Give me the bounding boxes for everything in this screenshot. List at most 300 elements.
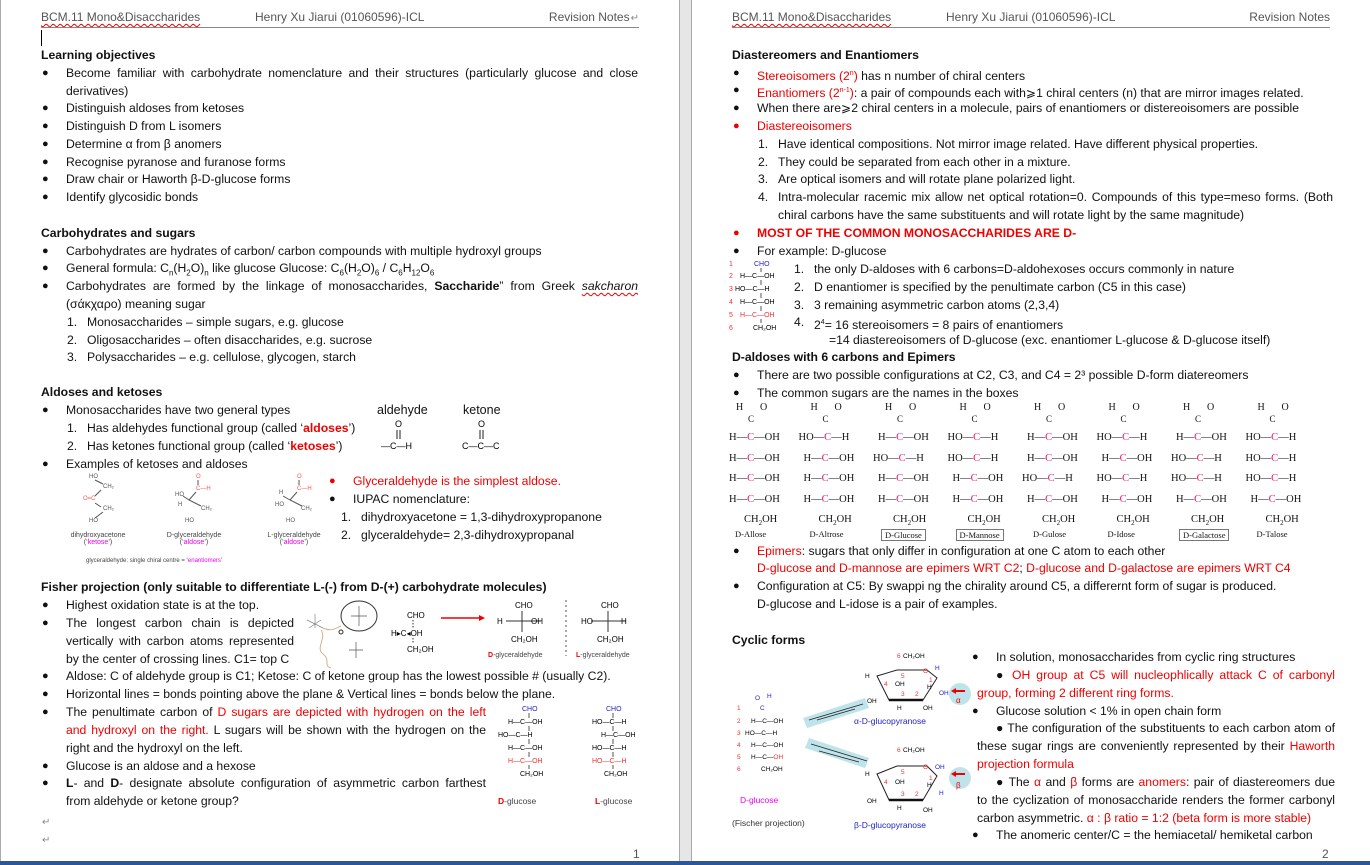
example-caption: D-glyceraldehyde (‘aldose’) [157,532,231,546]
text: : pair of diastereomers due to the cyclization of monosaccharide renders the former carbonyl carbon asymmetric. [977,775,1336,825]
svg-text:CH₂OH: CH₂OH [511,635,538,644]
stereocenter-row: HO—C—H [1245,432,1297,443]
svg-text:C—H: C—H [196,486,211,492]
stereocenter-row: H—C—OH [952,473,1004,484]
dia-bullet: ● For example: D-glucose [757,243,886,261]
svg-text:H—C—OH: H—C—OH [751,742,784,749]
svg-text:H—C—OH: H—C—OH [751,754,784,761]
svg-text:HO: HO [581,617,593,626]
svg-text:CH₂OH: CH₂OH [597,635,624,644]
dia-bullet: ● MOST OF THE COMMON MONOSACCHARIDES ARE D- [757,225,1076,243]
carbs-saccharide [66,278,638,314]
example-caption: L-glyceraldehyde (‘aldose’) [257,532,331,546]
beta-symbol: β [1070,775,1078,789]
aldoses6-bullet: ● The common sugars are the names in the boxes [757,385,1019,403]
d-glyceraldehyde-structure [175,474,213,524]
svg-text:H: H [927,684,932,691]
svg-text:HO—C—H: HO—C—H [745,730,778,737]
aldehyde-group: —C—H [381,441,412,451]
cross [351,606,367,626]
svg-text:H: H [939,790,944,797]
text: the only D-aldoses with 6 carbons=D-aldohexoses occurs commonly in nature [814,262,1235,276]
learning-item: ● Identify glycosidic bonds [66,189,198,207]
aldohexose-name: D-Galactose [1179,529,1229,541]
page-number: 2 [1322,847,1329,861]
svg-text:4: 4 [884,681,888,688]
stereocenter-row: H—C—OH [729,432,780,443]
l-glucose-caption: L-glucose [595,796,633,806]
svg-text:H—C—OH: H—C—OH [508,758,543,765]
text-red: D sugars are depicted with hydrogen on the left and hydroxyl on the right. [66,705,486,737]
svg-text:H: H [897,805,902,812]
aldohexose-structure: H O C HO—C—H HO—C—H HO—C—H H—C—OH $CH_2OH$ D-Talose [1245,402,1302,539]
svg-text:6: 6 [897,747,901,754]
section-title-aldoses6: D-aldoses with 6 carbons and Epimers [732,350,956,364]
stereocenter-row: HO—C—H [1096,473,1148,484]
text-bold: Saccharide [434,279,500,293]
cyclization-diagram [727,648,977,838]
aldohexose-structure: H O C H—C—OH H—C—OH HO—C—H H—C—OH $CH_2OH$ D-Gulose [1022,402,1078,539]
aldohexose-name: D-Mannose [956,529,1004,541]
svg-text:5: 5 [737,754,741,761]
aldohexose-name: D-Altrose [809,529,844,539]
cyclic-bullet: ● The configuration of the substituents to each carbon atom of these sugar rings are conveniently represented by their Haworth projection formula [977,721,1335,771]
svg-text:H: H [767,693,772,700]
text-red: OH group at C5 will nucleophlically attack C of carbonyl group, forming 2 different ring forms. [977,668,1335,700]
text-italic: sakcharon [581,279,639,293]
text: ” from Greek [499,279,582,293]
stereocenter-row: HO—C—H [1096,432,1148,443]
dia-list-item: 1. Have identical compositions. Not mirror image related. Have different physical properties. [758,137,1259,151]
functional-group-diagram [381,418,521,454]
header-type [549,10,639,24]
ketone-group: C—C—C [462,441,500,451]
aldoses-list-item: 1. Has aldehydes functional group (called ‘aldoses’) [67,421,356,435]
text: ’) [348,421,356,435]
svg-text:O=C: O=C [83,496,96,502]
svg-text:HO: HO [89,474,98,480]
svg-text:OH: OH [923,705,933,712]
ketone-label: ketone [463,403,501,417]
svg-text:H—C—OH: H—C—OH [740,273,775,280]
text-cursor[interactable] [41,30,42,46]
svg-text:3: 3 [901,691,905,698]
page-header [732,9,1330,28]
text-red: Enantiomers (2$^{n-1}$) [757,86,854,101]
stereocenter-row: HO—C—H [1245,473,1297,484]
dia-list-item: 4. Intra-molecular racemic mix allow net optical rotation=0. Compounds of this type=meso forms. (Both chiral carbons have the same substituents and will rotate light by the same magnitude) [758,190,1333,222]
window-bottom-bar [0,861,1370,865]
svg-text:2: 2 [915,791,919,798]
text: Has aldehydes functional group (called ‘ [87,421,304,435]
section-title-cyclic: Cyclic forms [732,633,806,647]
svg-text:OH: OH [867,798,877,805]
svg-text:HO: HO [175,492,184,498]
svg-text:H—C—OH: H—C—OH [508,745,543,752]
aldohexose-name: D-Idose [1107,529,1135,539]
cyclic-bullet: ● OH group at C5 will nucleophlically attack C of carbonyl group, forming 2 different ring forms. [977,668,1335,700]
svg-text:6: 6 [897,653,901,660]
paragraph-mark-icon: ↵ [42,817,51,828]
learning-item: ● Draw chair or Haworth β-D-glucose forms [66,171,290,189]
svg-text:CH₂: CH₂ [103,484,114,490]
svg-text:4: 4 [737,742,741,749]
svg-text:H—C—OH: H—C—OH [740,312,775,319]
svg-text:CH₂OH: CH₂OH [604,771,628,778]
svg-text:H: H [865,673,870,680]
text: Are optical isomers and will rotate plane polarized light. [778,172,1076,186]
svg-text:CH₂: CH₂ [103,506,114,512]
svg-text:3: 3 [729,286,733,293]
stereocenter-row: H—C—OH [878,493,929,505]
aldohexose-name: D-Talose [1256,529,1288,539]
svg-text:1: 1 [729,261,733,268]
header-type-text: Revision Notes [548,10,630,24]
text: (σάκχαρο) meaning sugar [66,296,206,311]
example-name: dihydroxyacetone [70,532,126,539]
text: : a pair of compounds each with⩾1 chiral centers (n) that are mirror images related. [853,86,1304,101]
text-red: aldoses [303,421,349,435]
svg-text:H—C—OH: H—C—OH [751,718,784,725]
svg-text:α: α [956,696,961,705]
header-author: Henry Xu Jiarui (01060596)-ICL [946,10,1116,24]
fisher-ch2oh: CH₂OH [407,645,434,654]
svg-text:6: 6 [737,766,741,773]
l-glyceraldehyde-caption: L-glyceraldehyde [576,652,630,659]
svg-text:CH₂OH: CH₂OH [903,653,925,660]
svg-text:CH₂: CH₂ [201,506,212,512]
svg-text:HO: HO [286,518,295,524]
svg-text:5: 5 [729,312,733,319]
ketone-o: O [478,419,486,429]
svg-text:OH: OH [867,698,877,705]
text: Polysaccharides – e.g. cellulose, glycogen, starch [87,350,356,364]
aldohexose-structure: H O C H—C—OH HO—C—H H—C—OH H—C—OH $CH_2OH$ D-Glucose [873,402,929,540]
aldohexose-structure: H O C HO—C—H H—C—OH H—C—OH H—C—OH $CH_2OH$ D-Altrose [798,402,855,539]
svg-text:H: H [935,665,940,672]
stereocenter-row: H—C—OH [1027,493,1078,505]
text: and [1041,775,1071,789]
text: Have identical compositions. Not mirror image related. Have different physical properties. [778,137,1259,151]
fisher-bullet: ● The longest carbon chain is depicted vertically with carbon atoms represented by the center of crossing lines. C1= top C [66,615,294,668]
beta-haworth-ring [865,747,971,814]
svg-text:CH₂OH: CH₂OH [761,766,783,773]
svg-text:H: H [621,617,627,626]
text-red: anomers [1138,775,1186,789]
text: The penultimate carbon of [66,705,218,719]
fisher-projection-diagram [301,598,646,670]
aldohexose-name: D-Gulose [1033,529,1067,539]
paragraph-mark-icon: ↵ [42,835,51,846]
section-title-diastereomers: Diastereomers and Enantiomers [732,48,919,62]
header-course: BCM.11 Mono&Disaccharides [732,10,892,24]
fisher-bullet: ● Highest oxidation state is at the top. [66,597,259,615]
dia-bullet: ● Diastereoisomers [757,118,852,136]
learning-item: ● Determine α from β anomers [66,136,222,154]
stereocenter-row: H—C—OH [1101,493,1153,505]
svg-text:CH₂OH: CH₂OH [520,771,544,778]
text: : sugars that only differ in configuration at one C atom to each other [801,544,1166,558]
svg-text:OH: OH [531,617,543,626]
example-type: aldose [183,539,205,546]
ketose-aldose-structures [61,470,331,530]
text: forms are [1077,775,1139,789]
section-title-fisher: Fisher projection (only suitable to differentiate L-(-) from D-(+) carbohydrate molecules) [41,580,547,594]
stereocenter-row: H—C—OH [1101,452,1153,464]
stereocenter-row: HO—C—H [1171,473,1222,484]
section-title-carbs: Carbohydrates and sugars [41,226,196,240]
svg-text:H: H [865,771,870,778]
svg-text:O: O [297,474,302,480]
text-red: α : β ratio = 1:2 (beta form is more stable) [1086,810,1312,825]
stereocenter-row: HO—C—H [798,432,850,443]
svg-text:C: C [760,705,765,712]
text: enantiomers [187,558,221,564]
example-name: D-glyceraldehyde [166,532,222,539]
svg-text:HO—C—H: HO—C—H [735,286,770,293]
document-page-2 [691,0,1370,861]
example-tail: =14 diastereoisomers of D-glucose (exc. enantiomer L-glucose & D-glucose itself) [829,333,1271,347]
dihydroxyacetone-structure [83,474,115,524]
svg-text:3: 3 [901,791,905,798]
document-page-1 [0,0,680,861]
text-red: Haworth projection formula [977,738,1335,771]
section-title-aldoses: Aldoses and ketoses [41,385,163,399]
header-course: BCM.11 Mono&Disaccharides [41,10,201,24]
stereocenter-row: H—C—OH [803,452,855,464]
stereocenter-row: H—C—OH [729,493,780,505]
dia-list-item: 2. They could be separated from each other in a mixture. [758,155,1071,169]
eye-line [320,626,341,668]
svg-text:H: H [897,705,902,712]
carbs-list-item: 3. Polysaccharides – e.g. cellulose, glycogen, starch [67,350,356,364]
aldohexose-grid [729,402,1332,542]
beta-glucopyranose-label: β-D-glucopyranose [854,820,926,830]
fisher-bullet [66,775,486,811]
svg-text:O: O [923,668,929,675]
alpha-glucopyranose-label: α-D-glucopyranose [854,716,927,726]
text: ’) [335,439,343,453]
aldehyde-o: O [395,419,403,429]
fisher-mid: H▸C◂OH [391,629,423,638]
stereocenter-row: H—C—OH [1250,493,1302,505]
cyclic-bullet: ● Glucose solution < 1% in open chain form [996,703,1221,721]
carbs-list-item: 2. Oligosaccharides – often disaccharides, e.g. sucrose [67,333,373,347]
svg-text:HO: HO [89,518,98,524]
svg-text:6: 6 [729,325,733,332]
text: Enantiomers (2 [757,86,840,101]
aldoses-bullet: ● Monosaccharides have two general types [66,402,290,420]
l-glucose-structure [592,706,636,778]
svg-text:HO: HO [275,502,284,508]
learning-item: ● Distinguish aldoses from ketoses [66,100,244,118]
svg-text:H—C—OH: H—C—OH [601,732,636,739]
stereocenter-row: H—C—OH [729,473,780,484]
aldohexose-structure: H O C HO—C—H HO—C—H H—C—OH H—C—OH $CH_2OH$ D-Mannose [947,402,1004,540]
d-gly-cho: CHO [515,601,533,610]
d-glucose-numbered [727,258,787,342]
d-glucose-label: D-glucose [740,795,779,805]
alpha-symbol: α [1034,775,1042,789]
fisher-bullet: ● Glucose is an aldose and a hexose [66,758,256,776]
carbs-formula: ● General formula: $C_n(H_2O)_n$ like glucose Glucose: $C_6(H_2O)_6 / C_6H_{12}O_6$ [66,260,434,282]
formula-text: like glucose Glucose: C [208,261,340,275]
d-glucose-caption: D-glucose [498,796,537,806]
text: Stereoisomers (2 [757,69,850,84]
carbs-list-item: 1. Monosaccharides – simple sugars, e.g. glucose [67,315,344,329]
text: D-glucose and D-mannose are epimers WRT C2 [757,561,1020,575]
svg-text:β: β [956,781,961,790]
formula-text: General formula: C [66,261,169,275]
equilibrium-arrow-beta [805,738,869,768]
text: glyceraldehyde: single chiral centre = ‘ [86,558,188,564]
example-caption: dihydroxyacetone (‘ketose’) [61,532,135,546]
aldohexose-structure: H O C H—C—OH H—C—OH H—C—OH H—C—OH $CH_2OH$ D-Allose [729,402,780,539]
stereocenter-row: HO—C—H [947,432,999,443]
text: has n number of chiral centers [857,69,1026,84]
svg-text:O: O [755,695,761,702]
example-list-item: 1. the only D-aldoses with 6 carbons=D-aldohexoses occurs commonly in nature [794,262,1235,276]
svg-text:OH: OH [895,681,905,688]
fisher-bullet: ● Aldose: C of aldehyde group is C1; Ketose: C of ketone group has the lowest possible # (usually C2). [66,668,611,686]
svg-text:HO—C—H: HO—C—H [592,745,627,752]
fisher-bullet: ● Horizontal lines = bonds pointing above the plane & Vertical lines = bonds below the plane. [66,686,555,704]
text: Intra-molecular racemic mix allow net optical rotation=0. Compounds of this type=meso forms. (Both chiral carbons have the same substituents and will rotate light by the same magnitude) [778,190,1333,222]
svg-text:CHO: CHO [522,706,538,713]
svg-text:H: H [279,490,284,496]
header-author: Henry Xu Jiarui (01060596)-ICL [255,10,425,24]
stereocenter-row: HO—C—H [873,452,924,464]
text: Has ketones functional group (called ‘ [87,439,291,453]
text: - and [73,776,111,790]
dia-list-item: 3. Are optical isomers and will rotate plane polarized light. [758,172,1076,186]
stereocenter-row: HO—C—H [1245,452,1297,464]
svg-text:HO: HO [185,518,194,524]
c5-bullet: ● Configuration at C5: By swappi ng the chirality around C5, a differernt form of sugar is produced. [757,578,1276,596]
stereocenter-row: H—C—OH [803,493,855,505]
svg-text:C—H: C—H [297,486,312,492]
text: D-glucose and D-galactose are epimers WRT C4 [1026,561,1291,575]
aldohexose-structure: H O C H—C—OH HO—C—H HO—C—H H—C—OH $CH_2OH$ D-Galactose [1179,402,1254,542]
stereocenter-row: HO—C—H [1171,452,1222,464]
svg-text:CHO: CHO [606,706,622,713]
svg-text:H: H [497,617,503,626]
stereocenter-row: H—C—OH [1027,432,1078,443]
text: Oligosaccharides – often disaccharides, e.g. sucrose [87,333,373,347]
stereocenter-row: H—C—OH [1176,432,1227,443]
stereocenter-row: H—C—OH [729,452,780,464]
section-title-learning: Learning objectives [41,48,156,62]
text: glyceraldehyde= 2,3-dihydroxypropanal [361,528,575,542]
stereocenter-row: HO—C—H [947,452,999,464]
example-list-item: 2. D enantiomer is specified by the penultimate carbon (C5 in this case) [794,280,1186,294]
svg-text:3: 3 [737,730,741,737]
learning-item: ● Distinguish D from L isomers [66,118,221,136]
text: dihydroxyacetone = 1,3-dihydroxypropanone [361,510,602,524]
svg-text:2: 2 [729,273,733,280]
c5-line2: D-glucose and L-idose is a pair of examples. [757,597,998,611]
example-list-item: 3. 3 remaining asymmetric carbon atoms (2,3,4) [794,298,1060,312]
aldoses-list-item: 2. Has ketones functional group (called ‘ketoses’) [67,439,343,453]
svg-text:OH: OH [935,764,945,771]
stereocenter-row: HO—C—H [1022,473,1073,484]
stereocenter-row: H—C—OH [1027,452,1078,464]
svg-text:5: 5 [901,769,905,776]
text: Carbohydrates are formed by the linkage of monosaccharides, [66,279,435,293]
header-type: Revision Notes [1249,10,1330,24]
svg-text:H—C—OH: H—C—OH [740,299,775,306]
page-header [41,9,639,28]
svg-text:HO—C—H: HO—C—H [592,758,627,765]
svg-text:O: O [196,474,201,480]
tetrahedral-carbon [307,614,323,628]
d-glucose-structure [498,706,543,778]
svg-text:2: 2 [737,718,741,725]
svg-text:2: 2 [915,691,919,698]
side-bullet: ● IUPAC nomenclature: [353,491,470,509]
fisher-cho: CHO [407,611,425,620]
epimer-bullet [757,543,1165,561]
aldohexose-name: D-Allose [735,529,767,539]
example-list-item: 4. $2^4= 16$ stereoisomers = 8 pairs of enantiomers [794,315,1064,333]
svg-text:HO—C—H: HO—C—H [498,732,533,739]
text: They could be separated from each other in a mixture. [778,155,1071,169]
svg-text:O: O [923,764,929,771]
svg-text:H: H [178,502,183,508]
d-glyceraldehyde-caption: D-glyceraldehyde [488,652,543,659]
aldoses6-bullet: ● There are two possible configurations at C2, C3, and C4 = 2³ possible D-form diatereomers [757,367,1248,385]
d-l-glucose-fischer [496,703,656,793]
aldohexose-name: D-Glucose [881,529,926,541]
stereocenter-row: H—C—OH [1176,493,1227,505]
cross-small [349,642,363,658]
carbs-bullet: ● Carbohydrates are hydrates of carbon/ carbon compounds with multiple hydroxyl groups [66,243,542,261]
text-bold: L [66,776,74,790]
epimer-examples: D-glucose and D-mannose are epimers WRT C2; D-glucose and D-galactose are epimers WRT C4 [757,561,1291,575]
svg-text:5: 5 [901,673,905,680]
svg-text:1: 1 [929,775,933,782]
svg-text:OH: OH [939,690,949,697]
svg-text:CH₂: CH₂ [301,506,312,512]
svg-text:4: 4 [884,779,888,786]
svg-text:CH₂OH: CH₂OH [903,747,925,754]
text: The configuration of the substituents to each carbon atom of these sugar rings are conveniently represented by their [977,721,1335,753]
text-red: Stereoisomers (2$^n$) [757,69,858,84]
text-red: ketoses [290,439,336,453]
thought-bubble-dot [339,630,343,634]
learning-item: ● Recognise pyranose and furanose forms [66,154,286,172]
svg-text:H—C—OH: H—C—OH [508,719,543,726]
text: L sugars will be shown with the hydrogen on the right and the hydroxyl on the left. [66,722,486,755]
chiral-note: glyceraldehyde: single chiral centre = ‘enantiomers’ [86,558,223,564]
side-bullet: ● Glyceraldehyde is the simplest aldose. [353,473,561,491]
svg-text:H: H [927,782,932,789]
text: D enantiomer is specified by the penultimate carbon (C5 in this case) [814,280,1186,294]
stereocenter-row: H—C—OH [878,473,929,484]
learning-item: ● Become familiar with carbohydrate nomenclature and their structures (particularly glucose and close derivatives) [66,65,638,101]
side-list-item: 2. glyceraldehyde= 2,3-dihydroxypropanal [341,528,575,542]
svg-text:1: 1 [737,705,741,712]
example-type: ketose [87,539,109,546]
dia-bullet: ● When there are⩾2 chiral centers in a molecule, pairs of enantiomers or distereoisomers are possible [757,100,1299,118]
page-number: 1 [633,847,640,861]
fischer-projection-label: (Fischer projection) [732,818,805,828]
text-red: Epimers [757,544,802,558]
svg-text:HO—C—H: HO—C—H [592,719,627,726]
stereocenter-row: H—C—OH [952,493,1004,505]
side-list-item: 1. dihydroxyacetone = 1,3-dihydroxypropanone [341,510,602,524]
example-name: L-glyceraldehyde [267,532,321,539]
